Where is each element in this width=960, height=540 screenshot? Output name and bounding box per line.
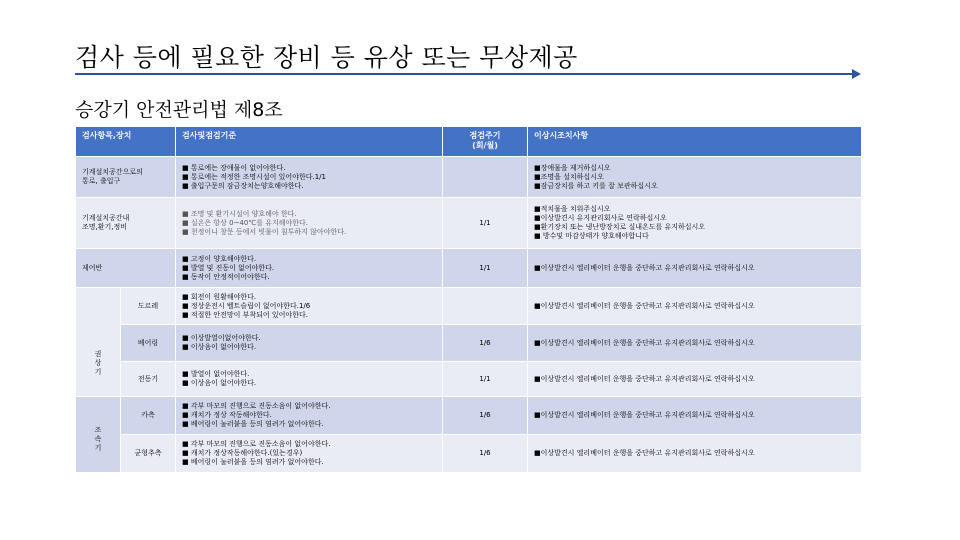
- criteria-cell: [176, 198, 443, 249]
- period-cell: 1/1: [443, 198, 528, 249]
- item-line: 기계설치공간내: [82, 214, 130, 222]
- sub-item-cell: 카측: [121, 397, 176, 435]
- criteria-line: ■ 발열 및 진동이 없어야한다.: [182, 263, 275, 272]
- criteria-cell: [176, 435, 443, 473]
- item-line: 통로, 출입구: [82, 177, 121, 185]
- period-cell: 1/6: [443, 397, 528, 435]
- action-cell: ■이상발견시 엘리베이터 운행을 중단하고 유지관리회사로 연락하십시오: [528, 249, 862, 288]
- criteria-line: ■ 정상운전시 벨트슬립이 없어야한다.1/6: [182, 301, 311, 310]
- action-cell: ■이상발견시 엘리베이터 운행을 중단하고 유지관리회사로 연락하십시오: [528, 325, 862, 362]
- criteria-cell: [176, 325, 443, 362]
- table-row: [76, 249, 862, 288]
- slide-title: 검사 등에 필요한 장비 등 유상 또는 무상제공: [75, 43, 578, 72]
- sub-item-cell: 균형추측: [121, 435, 176, 473]
- criteria-line: ■ 조명 및 환기시설이 양호해야 한다.: [182, 209, 297, 218]
- criteria-line: ■ 천정이니 창문 등에서 빗물이 침투하지 않아야한다.: [182, 227, 347, 236]
- criteria-cell: [176, 288, 443, 325]
- header-action: 이상시조치사항: [528, 127, 862, 157]
- header-item: 검사항목,장치: [76, 127, 176, 157]
- criteria-line: ■ 캐치가 정상 작동해야한다.: [182, 411, 272, 419]
- action-cell: [528, 198, 862, 249]
- table-row: [76, 397, 862, 435]
- group-label-char: 권: [94, 349, 102, 358]
- criteria-cell: [176, 397, 443, 435]
- criteria-line: ■ 베어링이 눌러붙을 등의 염려가 없어야한다.: [182, 458, 324, 466]
- action-line: ■잠금장치를 하고 키를 잘 보관하십시오: [534, 181, 658, 190]
- group-label-char: 기: [94, 367, 102, 376]
- action-line: ■ 방수및 마감상태가 양호해야합니다: [534, 232, 649, 240]
- criteria-line: ■ 이상음이 없어야한다.: [182, 379, 257, 387]
- action-cell: ■이상발견시 엘리베이터 운행을 중단하고 유지관리회사로 연락하십시오: [528, 435, 862, 473]
- header-period: [443, 127, 528, 157]
- period-cell: 1/6: [443, 325, 528, 362]
- sub-item-cell: 전동기: [121, 362, 176, 397]
- criteria-line: ■ 고정이 양호해야한다.: [182, 254, 257, 263]
- table-row: [76, 288, 862, 325]
- sub-item-cell: 도르레: [121, 288, 176, 325]
- item-cell: [76, 157, 176, 198]
- period-cell: 1/1: [443, 249, 528, 288]
- action-line: ■장애물을 제거하십시오: [534, 163, 611, 172]
- group-label-governor: [76, 397, 121, 473]
- group-label-char: 상: [94, 358, 102, 367]
- group-label-char: 속: [94, 435, 102, 443]
- criteria-line: ■ 회전이 원활해야한다.: [182, 292, 257, 301]
- table-row: [76, 435, 862, 473]
- header-criteria: 검사및점검기준: [176, 127, 443, 157]
- action-line: ■이상발견시 유지관리회사로 연락하십시오: [534, 214, 667, 222]
- item-cell: 제어반: [76, 249, 176, 288]
- action-line: ■적치물을 치워주십시오: [534, 205, 611, 213]
- table-row: [76, 198, 862, 249]
- sub-item-cell: 베어링: [121, 325, 176, 362]
- criteria-cell: [176, 249, 443, 288]
- period-cell: [443, 157, 528, 198]
- header-period-line2: (회/월): [472, 141, 498, 150]
- group-label-hoist: [76, 288, 121, 397]
- period-cell: [443, 288, 528, 325]
- group-label-char: 조: [94, 426, 102, 434]
- criteria-line: ■ 출입구문의 잠금장치는양호해야한다.: [182, 181, 304, 190]
- arrow-head-icon: [852, 69, 861, 79]
- criteria-line: ■ 이상음이 없어야한다.: [182, 343, 257, 351]
- criteria-line: ■ 각부 마모의 진행으로 진동소음이 없어야한다.: [182, 402, 331, 410]
- table-row: [76, 325, 862, 362]
- criteria-line: ■ 이상발열이없어야한다.: [182, 334, 261, 342]
- title-underline-arrow: [75, 73, 855, 75]
- criteria-cell: [176, 362, 443, 397]
- inspection-table: [75, 126, 862, 473]
- item-cell: [76, 198, 176, 249]
- action-cell: ■이상발견시 엘리베이터 운행을 중단하고 유지관리회사로 연락하십시오: [528, 288, 862, 325]
- period-cell: 1/6: [443, 435, 528, 473]
- criteria-line: ■ 발열이 없어야한다.: [182, 370, 250, 378]
- table-row: [76, 157, 862, 198]
- action-line: ■환기장치 또는 냉난방장치로 실내온도를 유지하십시오: [534, 223, 706, 231]
- item-line: 조명,환기,정비: [82, 223, 128, 231]
- action-cell: ■이상발견시 엘리베이터 운행을 중단하고 유지관리회사로 연락하십시오: [528, 397, 862, 435]
- criteria-line: ■ 동작이 안정적이어야한다.: [182, 272, 270, 281]
- period-cell: 1/1: [443, 362, 528, 397]
- criteria-line: ■ 캐치가 정상작동해야한다.(있는경우): [182, 449, 303, 457]
- action-cell: ■이상발견시 엘리베이터 운행을 중단하고 유지관리회사로 연락하십시오: [528, 362, 862, 397]
- criteria-cell: [176, 157, 443, 198]
- group-label-char: 기: [94, 444, 102, 452]
- criteria-line: ■ 실온은 항상 0~40℃를 유지해야한다.: [182, 218, 308, 227]
- slide-subtitle: 승강기 안전관리법 제8조: [75, 99, 283, 121]
- action-line: ■조명을 설치하십시오: [534, 172, 604, 181]
- criteria-line: ■ 통로에는 장애물이 없어야한다.: [182, 163, 286, 172]
- table-header-row: [76, 127, 862, 157]
- criteria-line: ■ 베어링이 눌러붙을 등의 염려가 없어야한다.: [182, 420, 324, 428]
- header-period-line1: 점검주기: [469, 131, 501, 140]
- criteria-line: ■ 통로에는 적정한 조명시설이 있어야한다.1/1: [182, 172, 326, 181]
- table-row: [76, 362, 862, 397]
- criteria-line: ■ 적절한 안전망이 부착되어 있어야한다.: [182, 310, 308, 319]
- item-line: 기계설치공간으로의: [82, 168, 143, 176]
- criteria-line: ■ 각부 마모의 진행으로 진동소음이 없어야한다.: [182, 440, 331, 448]
- action-cell: [528, 157, 862, 198]
